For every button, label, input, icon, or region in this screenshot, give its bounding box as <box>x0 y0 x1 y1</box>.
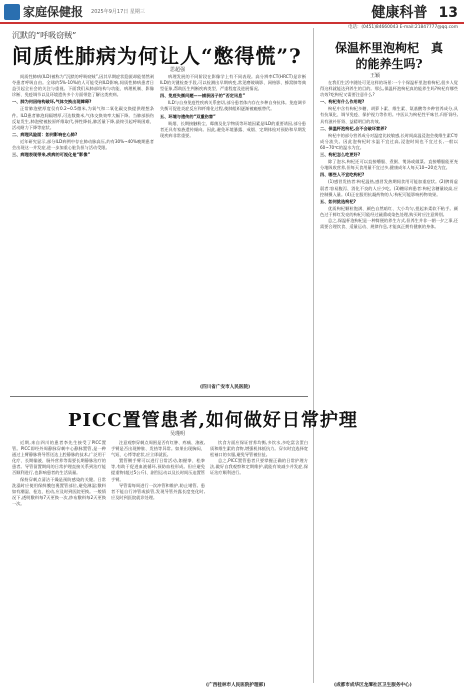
section-heading: 五、环境与遗传的“双重伤害” <box>160 113 216 119</box>
paragraph: 枸杞中的部分营养成分对温度比较敏感,长时间高温浸泡会使维生素C等成分流失。因此泡枸杞时水温不宜过高,浸泡时间也不宜过长,一般以60~70℃的温水为宜。 <box>320 132 458 150</box>
paragraph: 吸烟、长期接触粉尘、霉菌及化学物质等环境因素是ILD的重要诱因,部分患者还具有家族遗传倾向。因此,避免环境暴露、戒烟、定期体检对预防和早期发现疾病非常重要。 <box>160 120 306 138</box>
contact-info: 电话：(0451)84660043 E-mail:21847777@qq.com <box>348 25 458 30</box>
issue-date: 2025年9月17日 星期三 <box>91 9 145 15</box>
section-title: 家庭保健报 <box>23 5 84 19</box>
section-heading: 五、如何挑选枸杞? <box>320 198 356 204</box>
section-heading: 二、保温杯泡枸杞,会不会破坏营养? <box>320 125 387 131</box>
paragraph: 枸杞中含有枸杞多糖、胡萝卜素、维生素、氨基酸等多种营养成分,具有抗氧化、调节免疫、保护视力等作用。中医认为枸杞性平味甘,归肝肾经,具有滋补肝肾、益精明目的功效。 <box>320 106 458 124</box>
article3-body <box>320 80 458 675</box>
page-number: 13 <box>438 5 458 21</box>
article3-source: (成都市成华区龙潭社区卫生服务中心) <box>334 683 412 688</box>
paragraph: 饮食方面应保证营养均衡,多饮水,多吃富含蛋白质和维生素的食物,增强机体抵抗力。穿衣时宜选择宽松袖口的衣服,避免导管被拉扯。 <box>210 440 308 458</box>
header-left <box>4 3 145 20</box>
article1-title: 间质性肺病为何让人“憋得慌”? <box>12 44 302 68</box>
article2-column-1 <box>12 440 106 680</box>
paragraph: (1)感冒发热者:枸杞温热,感冒发热期间食用可能加重症状。(2)脾胃虚弱者:容易腹泻、消化不良的人应少吃。(3)糖尿病患者:枸杞含糖量较高,应控制摄入量。(4)正在服用抗凝药物的人:枸杞可能影响药物效果。 <box>320 179 458 197</box>
article2-title: PICC置管患者,如何做好日常护理 <box>68 410 358 431</box>
article2-column-3 <box>210 440 308 672</box>
paragraph: 导管需每周进行一次冲管和维护,防止堵管。患者不能自行冲管或拔管,发现导管外露长度变化时,应及时到医院就诊处理。 <box>111 482 205 500</box>
header-right <box>371 2 458 22</box>
article1-kicker: 沉默的“呼吸窃贼” <box>12 31 77 40</box>
column-divider <box>313 28 314 683</box>
paragraph: 近年研究显示,部分ILD病例中存在肺动脉高压,约有30%~40%晚期患者会出现这一并发症,进一步加重心脏负担与活动受限。 <box>12 138 154 151</box>
page-header <box>0 0 464 24</box>
section-heading: 四、哪些人不宜吃枸杞? <box>320 172 365 178</box>
paragraph: 正常肺泡壁厚度仅有0.2~0.5微米,为氧气和二氧化碳交换提供理想条件。ILD患者肺泡间隔增厚,可达数微米,气体交换效率大幅下降。当肺部损伤反复发生,肺泡壁被胶原纤维取代,弹性降低,肺活量下降,最终引起呼吸困难、活动耐力下降等症状。 <box>12 106 154 130</box>
article3-author: 王颖 <box>370 73 381 79</box>
paragraph: 总之,PICC置管患者只要掌握正确的日常护理方法,做好自我观察和定期维护,就能有效减少并发症,保证治疗顺利进行。 <box>210 458 308 476</box>
article3-title: 保温杯里泡枸杞 真的能养生吗? <box>334 41 443 71</box>
article1-source: (四川省广安市人民医院) <box>200 385 251 390</box>
paragraph: 总之,保温杯泡枸杞是一种简便的养生方式,但养生并非一朝一夕之事,还需要合理饮食、适量运动、规律作息,才能真正拥有健康的身体。 <box>320 217 458 230</box>
section-heading: 四、免疫失衡问题——捕获因子的“否定讯息” <box>160 93 246 99</box>
article1-author: 思超强 <box>170 67 186 73</box>
article1-column-1 <box>12 74 154 374</box>
article2-column-2 <box>111 440 205 680</box>
paragraph: 间质性肺病(ILD)被称为“沉默的呼吸窃贼”,因其早期症状隐匿却能悄然剥夺患者呼吸自由。全球约5%-10%的人可能受到ILD影响,间质性肺病患者日益引起全社会的关注与重视。下面我们从肺部结构与功能、病理机制、影像诊断、免疫调节以及环境遗传多个方面带您了解这类疾病。 <box>12 74 154 98</box>
paragraph: ILD与自身免疫性疾病关系密切,部分患者体内存在多种自身抗体。免疫调节失衡可促进炎症反应和纤维化过程,使肺组织逐渐被瘢痕替代。 <box>160 100 306 112</box>
section-heading: 一、枸杞有什么作用呢? <box>320 99 365 105</box>
section-heading: 二、病理风险面：如何影响在心肺? <box>12 131 78 137</box>
paragraph: 优质枸杞颗粒饱满、颜色自然暗红、大小均匀,捏起来柔软不粘手。颜色过于鲜红发亮的枸杞可能经过硫熏或染色处理,购买时应注意辨别。 <box>320 205 458 217</box>
section-heading: 一、肺为何因结构破坏,气体交换出现障碍? <box>12 99 92 105</box>
paragraph: 置管侧手臂可以进行日常活动,如握拳、松拳等,有助于促进血液循环,预防血栓形成。但应避免提重物(超过5公斤)、剧烈运动以及长时间压迫置管手臂。 <box>111 458 205 482</box>
paragraph: 注意观察穿刺点周围是否有红肿、疼痛、渗液,手臂是否出现肿胀、发热等异常。如果出现胸闷、气短、心悸等症状,应立即就医。 <box>111 440 205 458</box>
section-heading: 三、枸杞怎么吃更好? <box>320 152 361 158</box>
paragraph: 保持穿刺点清洁干燥是预防感染的关键。日常洗澡时应使用保鲜膜包裹置管部位,避免淋湿;敷料如有潮湿、卷边、松动,应及时到医院更换。一般情况下,透明敷料每7天更换一次,纱布敷料每2天更换一次。 <box>12 476 106 506</box>
article2-source: (广西桂林市人民医院护理部) <box>206 683 266 688</box>
paragraph: 在我们生活中随处可见这样的场景:一个个保温杯里泡着枸杞,很多人觉得这样就能达到养生的目的。那么,保温杯泡枸杞真的能养生吗?枸杞有哪些功效?吃枸杞又需要注意什么? <box>320 80 458 98</box>
section-divider <box>10 396 308 397</box>
article2-author: 吴瑾明 <box>170 431 186 437</box>
page-name: 健康科普 <box>371 5 428 21</box>
article1-column-2 <box>160 74 306 374</box>
paragraph: 近期,来自四川的患者李先生接受了PICC置管。PICC即经外周静脉穿刺中心静脉置管,是一种通过上臂静脉将导管送达上腔静脉的技术,广泛用于化疗、长期输液、肠外营养等需要长期静脉治疗的患者。导管留置期间的日常护理直接关系到治疗能否顺利进行,也影响患者的生活质量。 <box>12 440 106 476</box>
section-heading: 三、病理表现带来,疾病的可视化是“影像” <box>12 152 91 158</box>
paragraph: 病理发展的不同阶段在影像学上有不同表现。高分辨率CT(HRCT)是诊断ILD的关键检查手段,可以检测出早期病变,常见磨玻璃影、网格影、蜂窝肺等典型征象,帮助医生判断疾病类型、严重程度及进展情况。 <box>160 74 306 92</box>
paragraph: 除了泡水,枸杞还可以直接嚼服、煮粥、煲汤或做菜。直接嚼服能更充分地吸收营养,但每天食用量不宜过多,健康成年人每天10~20克为宜。 <box>320 159 458 171</box>
newspaper-logo-icon <box>4 4 20 20</box>
